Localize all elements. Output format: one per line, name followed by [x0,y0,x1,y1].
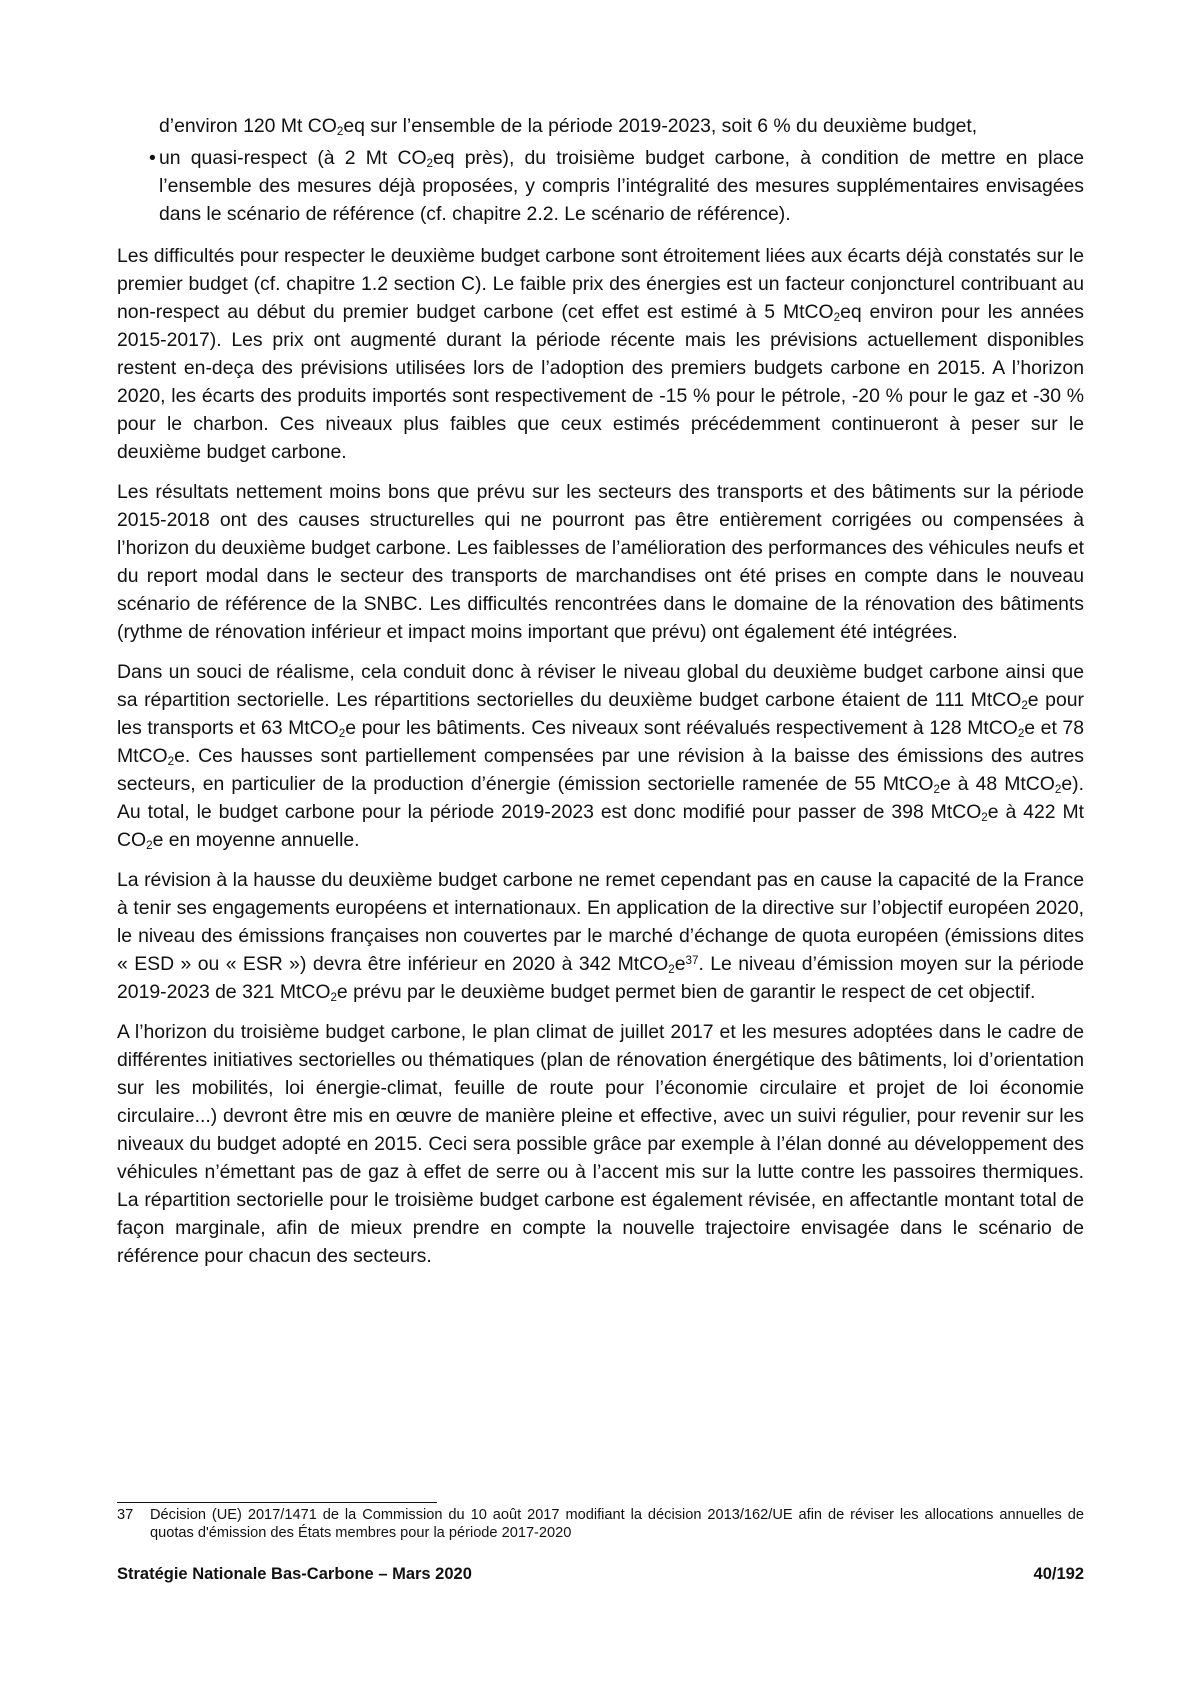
paragraph-4: La révision à la hausse du deuxième budget carbone ne remet cependant pas en cause la capacité de la France à tenir ses engagements européens et internationaux. En application de la directive sur l’objectif européen 2020, le niveau des émissions françaises non couvertes par le marché d’échange de quota européen (émissions dites « ESD » ou « ESR ») devra être inférieur en 2020 à 342 $MtCO_2e^{37}$. Le niveau d’émission moyen sur la période 2019-2023 de 321 MtCO$_2$e prévu par le deuxième budget permet bien de garantir le respect de cet objectif. [117,869,1084,1004]
page-number: 40/192 [1033,1565,1084,1583]
bullet-item [117,144,1084,228]
paragraph-2: Les résultats nettement moins bons que prévu sur les secteurs des transports et des bâtiments sur la période 2015-2018 ont des causes structurelles qui ne pourront pas être entièrement corrigées ou compensées à l’horizon du deuxième budget carbone. Les faiblesses de l’amélioration des performances des véhicules neufs et du report modal dans le secteur des transports de marchandises ont été prises en compte dans le nouveau scénario de référence de la SNBC. Les difficultés rencontrées dans le domaine de la rénovation des bâtiments (rythme de rénovation inférieur et impact moins important que prévu) ont également été intégrées. [117,481,1084,643]
paragraph-5: A l’horizon du troisième budget carbone, le plan climat de juillet 2017 et les mesures adoptées dans le cadre de différentes initiatives sectorielles ou thématiques (plan de rénovation énergétique des bâtiments, loi d’orientation sur les mobilités, loi énergie-climat, feuille de route pour l’économie circulaire et projet de loi économie circulaire...) devront être mis en œuvre de manière pleine et effective, avec un suivi régulier, pour revenir sur les niveaux du budget adopté en 2015. Ceci sera possible grâce par exemple à l’élan donné au développement des véhicules n’émettant pas de gaz à effet de serre ou à l’accent mis sur la lutte contre les passoires thermiques. La répartition sectorielle pour le troisième budget carbone est également révisée, en affectantle montant total de façon marginale, afin de mieux prendre en compte la nouvelle trajectoire envisagée dans le scénario de référence pour chacun des secteurs. [117,1021,1084,1267]
body-text [117,112,1084,1282]
bullet-symbol: • [149,147,156,169]
paragraph-3: Dans un souci de réalisme, cela conduit donc à réviser le niveau global du deuxième budget carbone ainsi que sa répartition sectorielle. Les répartitions sectorielles du deuxième budget carbone étaient de 111 MtCO$_2$e pour les transports et 63 MtCO$_2$e pour les bâtiments. Ces niveaux sont réévalués respectivement à 128 MtCO$_2$e et 78 MtCO$_2$e. Ces hausses sont partiellement compensées par une révision à la baisse des émissions des autres secteurs, en particulier de la production d’énergie (émission sectorielle ramenée de 55 MtCO$_2$e à 48 MtCO$_2$e). Au total, le budget carbone pour la période 2019-2023 est donc modifié pour passer de 398 MtCO$_2$e à 422 Mt $CO_2e$ en moyenne annuelle. [117,661,1085,852]
paragraph-continuation: d’environ 120 Mt $CO_2eq$ sur l’ensemble de la période 2019-2023, soit 6 % du deuxième budget, [159,115,978,138]
footnote-text: Décision (UE) 2017/1471 de la Commission du 10 août 2017 modifiant la décision 2013/162/UE afin de réviser les allocations annuelles de quotas d'émission des États membres pour la période 2017-2020 [150,1507,1084,1541]
paragraph-1: Les difficultés pour respecter le deuxième budget carbone sont étroitement liées aux écarts déjà constatés sur le premier budget (cf. chapitre 1.2 section C). Le faible prix des énergies est un facteur conjoncturel contribuant au non-respect au début du premier budget carbone (cet effet est estimé à 5 MtCO$_2$eq environ pour les années 2015-2017). Les prix ont augmenté durant la période récente mais les prévisions actuellement disponibles restent en-deça des prévisions utilisées lors de l’adoption des premiers budgets carbone en 2015. A l’horizon 2020, les écarts des produits importés sont respectivement de -15 % pour le pétrole, -20 % pour le gaz et -30 % pour le charbon. Ces niveaux plus faibles que ceux estimés précédemment continueront à peser sur le deuxième budget carbone. [117,245,1084,463]
footer-title: Stratégie Nationale Bas-Carbone – Mars 2020 [117,1565,472,1583]
bullet-text: un quasi-respect (à 2 Mt $CO_2eq$ près), du troisième budget carbone, à condition de mettre en place l’ensemble des mesures déjà proposées, y compris l’intégralité des mesures supplémentaires envisagées dans le scénario de référence (cf. chapitre 2.2. Le scénario de référence). [159,147,1085,225]
footnote-number: 37 [117,1507,134,1523]
footnote-divider [117,1502,437,1503]
footnote-reference[interactable]: 37 [685,954,699,968]
footnote [117,1506,1084,1542]
